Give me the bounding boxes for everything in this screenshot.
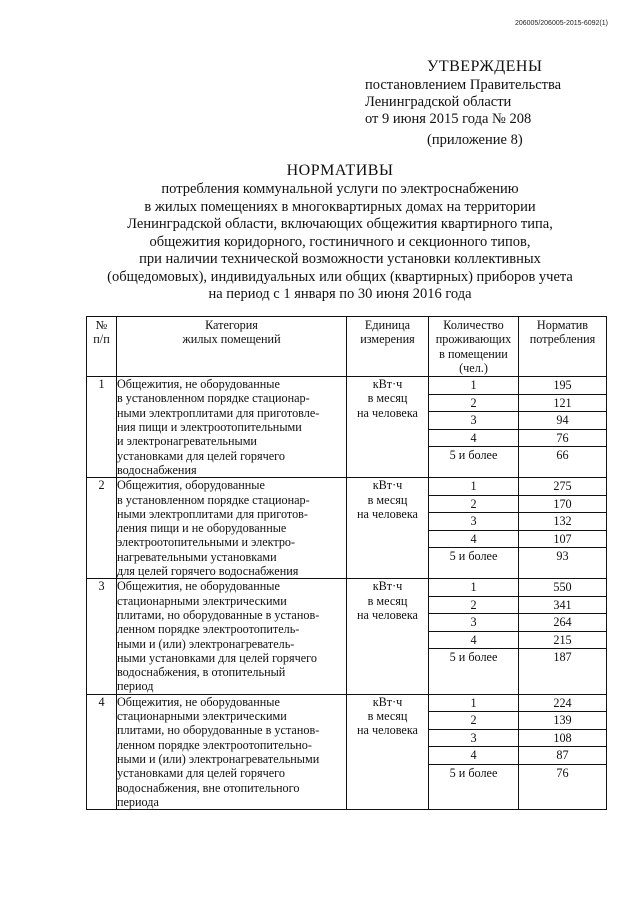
header-category	[117, 317, 347, 377]
subtitle-line: общежития коридорного, гостиничного и секционного типов,	[149, 233, 531, 250]
category-line: ления пищи и не оборудованные	[117, 521, 287, 536]
row-unit	[347, 377, 429, 478]
count-cell: 4	[429, 430, 518, 448]
unit-line: кВт·ч	[372, 694, 403, 709]
approval-title: УТВЕРЖДЕНЫ	[427, 58, 543, 75]
unit-line: в месяц	[367, 391, 408, 406]
header-count	[429, 317, 519, 377]
approval-line-3: от 9 июня 2015 года № 208	[365, 111, 532, 127]
count-cell: 2	[429, 712, 518, 730]
category-line: ными электроплитами для приготов-	[117, 506, 308, 521]
value-cell: 264	[519, 614, 606, 632]
row-number: 4	[87, 694, 117, 809]
approval-line-2: Ленинградской области	[365, 94, 512, 110]
category-line: и электронагревательными	[117, 434, 257, 449]
approval-line-1: постановлением Правительства	[365, 77, 562, 93]
value-cell: 139	[519, 712, 606, 730]
count-cell: 4	[429, 531, 518, 549]
count-cell: 3	[429, 614, 518, 632]
category-line: водоснабжения, в отопительный	[117, 665, 286, 680]
table-row	[87, 694, 607, 809]
value-cell: 121	[519, 395, 606, 413]
count-cell: 5 и более	[449, 549, 498, 564]
header-text: в помещении	[439, 346, 508, 361]
unit-line: в месяц	[367, 709, 408, 724]
unit-line: кВт·ч	[372, 377, 403, 392]
unit-line: в месяц	[367, 593, 408, 608]
table-row	[87, 377, 607, 478]
count-cell: 2	[429, 597, 518, 615]
value-cell: 341	[519, 597, 606, 615]
unit-line: на человека	[357, 506, 418, 521]
category-line: стационарными электрическими	[117, 593, 287, 608]
value-cell: 275	[519, 478, 606, 496]
approval-stamp	[365, 58, 615, 149]
count-cell: 5 и более	[449, 765, 498, 780]
row-unit	[347, 579, 429, 694]
value-cell: 224	[519, 695, 606, 713]
category-line: водоснабжения, вне отопительного	[117, 780, 300, 795]
value-cell: 93	[556, 549, 569, 564]
category-line: ными и (или) электронагревательными	[117, 751, 320, 766]
subtitle-line: (общедомовых), индивидуальных или общих (квартирных) приборов учета	[107, 268, 573, 285]
count-cell: 3	[429, 730, 518, 748]
row-counts	[429, 694, 519, 809]
value-cell: 107	[519, 531, 606, 549]
row-number: 2	[87, 478, 117, 579]
value-cell: 108	[519, 730, 606, 748]
count-cell: 3	[429, 412, 518, 430]
row-number: 3	[87, 579, 117, 694]
category-line: периода	[117, 794, 159, 809]
category-line: в установленном порядке стационар-	[117, 391, 310, 406]
unit-line: на человека	[357, 723, 418, 738]
unit-line: в месяц	[367, 492, 408, 507]
count-cell: 4	[429, 747, 518, 765]
subtitle-line: при наличии технической возможности установки коллективных	[139, 251, 541, 267]
category-line: плитами, но оборудованные в установ-	[117, 723, 320, 738]
subtitle-line: Ленинградской области, включающих общежития квартирного типа,	[127, 216, 553, 232]
header-text: (чел.)	[459, 360, 488, 375]
category-line: плитами, но оборудованные в установ-	[117, 607, 320, 622]
row-values	[519, 478, 607, 579]
header-text: проживающих	[435, 332, 512, 347]
category-line: ными электроплитами для приготовле-	[117, 405, 320, 420]
row-unit	[347, 694, 429, 809]
table-header-row	[87, 317, 607, 377]
value-cell: 76	[556, 765, 569, 780]
value-cell: 94	[519, 412, 606, 430]
category-line: ленном порядке электроотопительно-	[117, 737, 312, 752]
header-text: потребления	[529, 332, 596, 347]
unit-line: на человека	[357, 607, 418, 622]
value-cell: 76	[519, 430, 606, 448]
row-values	[519, 579, 607, 694]
category-line: Общежития, не оборудованные	[117, 579, 280, 594]
category-line: период	[117, 679, 154, 694]
norms-table	[86, 316, 607, 810]
subtitle-line: на период с 1 января по 30 июня 2016 года	[208, 286, 472, 302]
unit-line: кВт·ч	[372, 579, 403, 594]
value-cell: 170	[519, 496, 606, 514]
category-line: Общежития, оборудованные	[117, 478, 265, 493]
header-text: Количество	[443, 318, 504, 332]
table-row	[87, 579, 607, 694]
value-cell: 66	[556, 448, 569, 463]
document-title: НОРМАТИВЫ	[286, 162, 394, 179]
value-cell: 132	[519, 513, 606, 531]
header-text: Категория	[205, 318, 258, 332]
row-category	[117, 579, 347, 694]
category-line: ными и (или) электронагреватель-	[117, 636, 295, 651]
category-line: водоснабжения	[117, 462, 197, 477]
header-text: Единица	[364, 318, 411, 332]
row-counts	[429, 579, 519, 694]
category-line: установками для целей горячего	[117, 766, 285, 781]
count-cell: 3	[429, 513, 518, 531]
category-line: нагревательными установками	[117, 549, 277, 564]
row-values	[519, 694, 607, 809]
header-num	[87, 317, 117, 377]
row-number: 1	[87, 377, 117, 478]
subtitle-line: потребления коммунальной услуги по электроснабжению	[161, 181, 519, 197]
category-line: ленном порядке электроотопитель-	[117, 622, 300, 637]
header-unit	[347, 317, 429, 377]
table-row	[87, 478, 607, 579]
count-cell: 1	[429, 695, 518, 713]
category-line: установками для целей горячего	[117, 448, 285, 463]
category-line: ными установками для целей горячего	[117, 650, 317, 665]
row-unit	[347, 478, 429, 579]
unit-line: на человека	[357, 405, 418, 420]
category-line: Общежития, не оборудованные	[117, 377, 280, 392]
header-text: Норматив	[536, 318, 589, 332]
approval-appendix: (приложение 8)	[427, 132, 523, 148]
count-cell: 1	[429, 377, 518, 395]
category-line: Общежития, не оборудованные	[117, 694, 280, 709]
row-values	[519, 377, 607, 478]
category-line: ния пищи и электроотопительными	[117, 420, 302, 435]
category-line: электроотопительными и электро-	[117, 535, 296, 550]
row-counts	[429, 377, 519, 478]
subtitle-line: в жилых помещениях в многоквартирных домах на территории	[144, 198, 536, 215]
count-cell: 4	[429, 632, 518, 650]
count-cell: 2	[429, 496, 518, 514]
unit-line: кВт·ч	[372, 478, 403, 493]
value-cell: 215	[519, 632, 606, 650]
header-norm	[519, 317, 607, 377]
header-text: жилых помещений	[182, 332, 281, 347]
category-line: в установленном порядке стационар-	[117, 492, 310, 507]
document-subtitle	[60, 181, 620, 304]
header-text: №	[95, 318, 108, 332]
count-cell: 1	[429, 579, 518, 597]
value-cell: 187	[553, 650, 572, 665]
row-category	[117, 377, 347, 478]
category-line: стационарными электрическими	[117, 709, 287, 724]
document-id: 206005/206005-2015-6092(1)	[514, 20, 608, 27]
header-text: п/п	[93, 332, 110, 347]
row-counts	[429, 478, 519, 579]
header-text: измерения	[360, 332, 415, 347]
count-cell: 5 и более	[449, 448, 498, 463]
category-line: для целей горячего водоснабжения	[117, 564, 299, 579]
value-cell: 195	[519, 377, 606, 395]
count-cell: 1	[429, 478, 518, 496]
row-category	[117, 478, 347, 579]
count-cell: 2	[429, 395, 518, 413]
value-cell: 87	[519, 747, 606, 765]
row-category	[117, 694, 347, 809]
count-cell: 5 и более	[449, 650, 498, 665]
value-cell: 550	[519, 579, 606, 597]
